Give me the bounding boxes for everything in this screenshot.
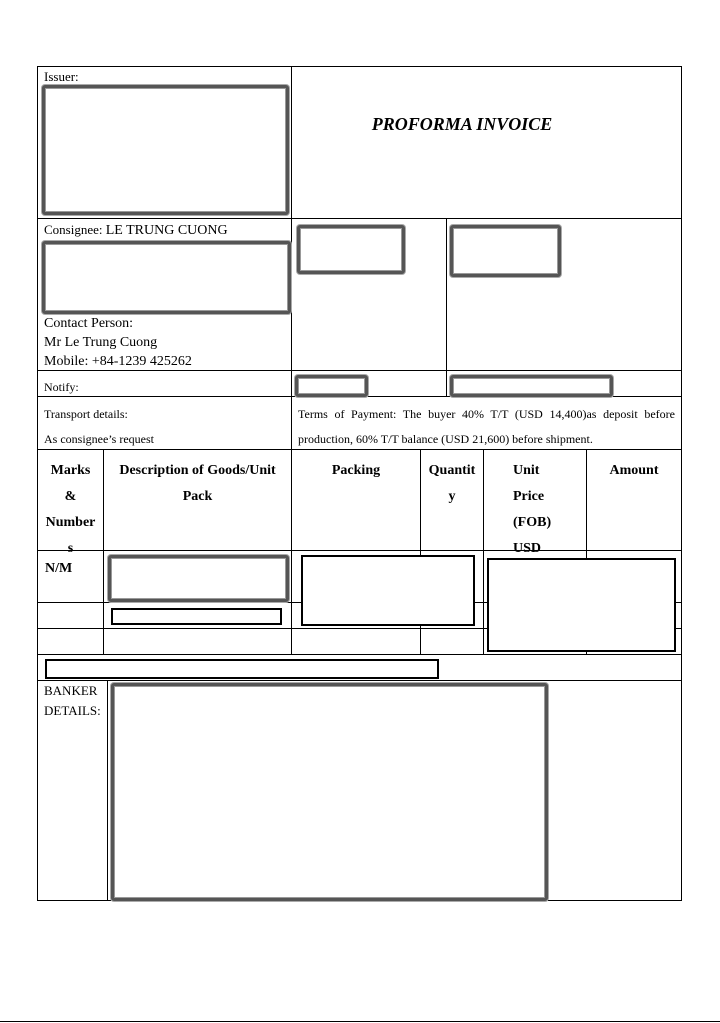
header-unit-price — [513, 458, 583, 562]
header-quantity-line: y — [448, 489, 456, 504]
contact-person-label: Contact Person: — [44, 316, 134, 331]
contact-mobile: Mobile: +84-1239 425262 — [44, 354, 192, 369]
issuer-label: Issuer: — [44, 69, 79, 84]
header-unit-price-line: Price — [513, 489, 545, 504]
invoice-no-redacted — [297, 225, 405, 274]
banker-label-line2: DETAILS: — [44, 703, 101, 718]
consignee-name: LE TRUNG CUONG — [105, 223, 228, 238]
table-border-top — [37, 66, 682, 67]
terms-line-1: Terms of Payment: The buyer 40% T/T (USD 14,400)as deposit before — [298, 407, 675, 421]
header-description-line: Description of Goods/Unit — [119, 463, 276, 478]
issuer-redacted — [42, 85, 289, 215]
col-divider — [107, 680, 108, 900]
description-redacted-2 — [111, 608, 282, 625]
transport-label: Transport details: — [44, 407, 128, 421]
table-border-right — [681, 66, 682, 900]
consignee-address-redacted — [42, 241, 291, 314]
banker-label-line1: BANKER — [44, 683, 98, 698]
header-description — [104, 458, 291, 510]
header-unit-price-line: (FOB) — [513, 515, 552, 530]
header-marks-line: & — [64, 489, 77, 504]
row-divider — [37, 218, 682, 219]
header-amount: Amount — [609, 463, 659, 478]
header-unit-price-line: Unit — [513, 463, 540, 478]
header-marks-line: Marks — [50, 463, 91, 478]
row-divider — [37, 654, 682, 655]
header-quantity — [421, 458, 483, 510]
price-amount-redacted — [487, 558, 676, 652]
header-unit-price-line: USD — [513, 541, 542, 556]
header-packing: Packing — [331, 463, 381, 478]
transport-value: As consignee’s request — [44, 432, 154, 446]
consignee-line — [44, 222, 228, 239]
row-divider — [37, 680, 682, 681]
header-marks — [38, 458, 103, 562]
header-marks-line: s — [67, 541, 74, 556]
header-marks-line: Number — [45, 515, 96, 530]
notify-redacted-2 — [450, 375, 613, 397]
banker-details-redacted — [111, 683, 548, 901]
page-title: PROFORMA INVOICE — [371, 114, 553, 134]
row-divider — [37, 370, 682, 371]
total-redacted — [45, 659, 439, 679]
packing-quantity-redacted — [301, 555, 475, 626]
terms-line-2: production, 60% T/T balance (USD 21,600) before shipment. — [298, 432, 593, 446]
header-quantity-line: Quantit — [428, 463, 476, 478]
invoice-date-redacted — [450, 225, 561, 277]
row-marks-value: N/M — [45, 561, 73, 576]
col-divider — [483, 449, 484, 654]
notify-redacted — [295, 375, 368, 397]
notify-label: Notify: — [44, 380, 79, 394]
page-bottom-rule — [0, 1021, 720, 1022]
contact-person-name: Mr Le Trung Cuong — [44, 335, 158, 350]
col-divider — [446, 218, 447, 396]
consignee-label: Consignee: — [44, 222, 103, 237]
header-description-line: Pack — [182, 489, 213, 504]
description-redacted — [108, 555, 289, 602]
